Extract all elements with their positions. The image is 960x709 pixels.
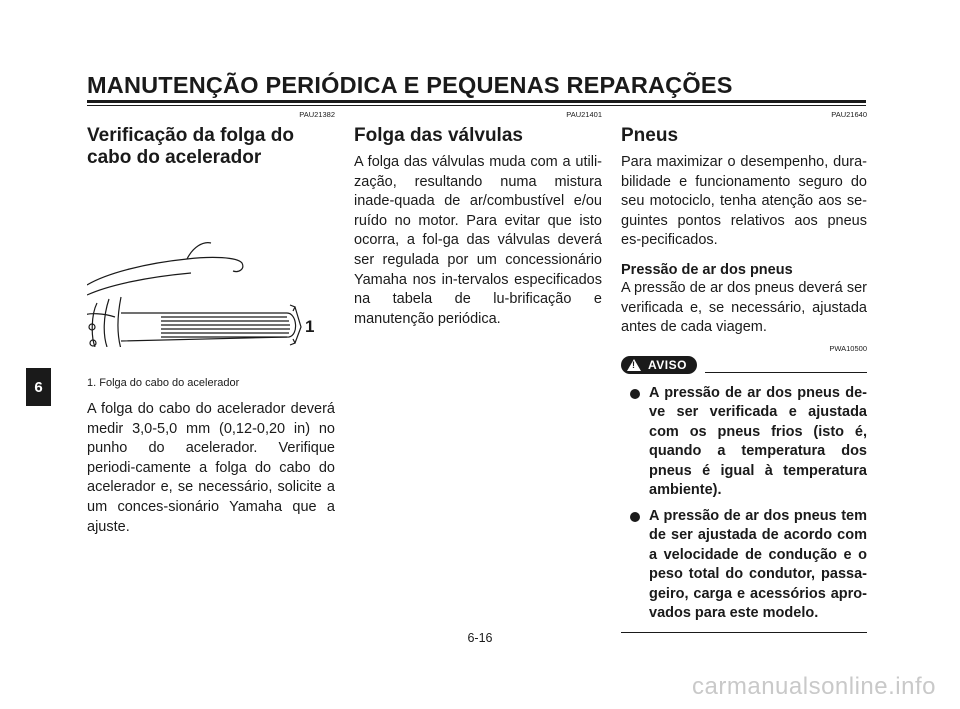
title-rule-thin (87, 105, 866, 106)
warning-list (621, 384, 867, 624)
warning-label: AVISO (648, 357, 687, 372)
section-heading: Verificação da folga do cabo do acelerador (87, 125, 294, 168)
bullet-icon (630, 389, 640, 399)
bullet-icon (630, 512, 640, 522)
warning-item-text: A pressão de ar dos pneus tem de ser ajustada de acordo com a velocidade de condução e o peso total do condutor, passa-geiro, carga e acessórios apro-vados para este modelo. (649, 507, 867, 622)
section-throttle-cable (87, 110, 335, 537)
section-code: PAU21382 (299, 110, 335, 119)
warning-rule (705, 372, 867, 373)
section-valve-clearance (354, 110, 602, 329)
figure-callout: 1 (305, 317, 315, 336)
throttle-grip-illustration (87, 177, 335, 347)
throttle-grip-figure (87, 177, 335, 347)
list-item (621, 384, 867, 501)
warning-badge (621, 356, 697, 374)
warning-triangle-icon: ! (627, 359, 641, 371)
page-title: MANUTENÇÃO PERIÓDICA E PEQUENAS REPARAÇÕES (87, 72, 733, 98)
warning-header (621, 344, 867, 374)
section-body: A folga das válvulas muda com a utili-zação, resultando numa mistura inade-quada de ar/combustível e/ou ruído no motor. Para evitar que isto ocorra, a fol-ga das válvulas deverá ser regulada por um concessionário Yamaha nos in-tervalos especificados na tabela de lu-brificação e manutenção periódica. (354, 154, 602, 327)
page-number: 6-16 (467, 631, 493, 645)
figure-caption: 1. Folga do cabo do acelerador (87, 377, 240, 389)
chapter-tab[interactable]: 6 (26, 368, 51, 406)
section-code: PAU21401 (566, 110, 602, 119)
section-tires (621, 110, 867, 633)
warning-item-text: A pressão de ar dos pneus de-ve ser verificada e ajustada com os pneus frios (isto é, quando a temperatura dos pneus é igual à temperatura ambiente). (649, 384, 867, 499)
section-heading: Folga das válvulas (354, 125, 523, 146)
section-code: PAU21640 (831, 110, 867, 119)
section-intro: Para maximizar o desempenho, dura-bilidade e funcionamento seguro do seu motociclo, tenha atenção aos se-guintes pontos relativos aos pneus es-pecificados. (621, 154, 867, 249)
section-body: A folga do cabo do acelerador deverá medir 3,0-5,0 mm (0,12-0,20 in) no punho do acelerador. Verifique periodi-camente a folga do cabo do acelerador e, se necessário, solicite a um conces-sionário Yamaha que a ajuste. (87, 401, 335, 535)
list-item (621, 507, 867, 624)
subsection-body: A pressão de ar dos pneus deverá ser verificada e, se necessário, ajustada antes de cada viagem. (621, 279, 867, 336)
warning-code: PWA10500 (829, 343, 867, 353)
title-rule (87, 100, 866, 103)
subsection-heading: Pressão de ar dos pneus (621, 261, 793, 278)
section-heading: Pneus (621, 125, 679, 146)
watermark: carmanualsonline.info (692, 673, 936, 700)
